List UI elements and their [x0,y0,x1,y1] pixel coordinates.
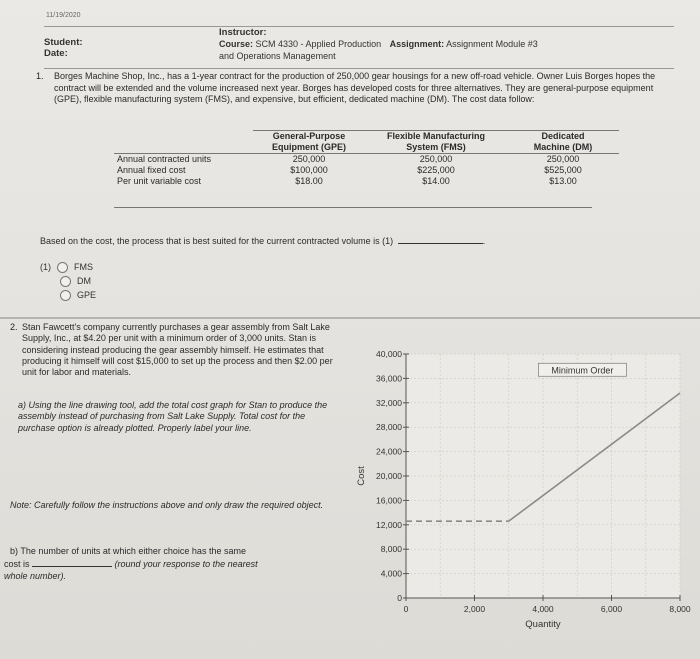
assignment-label: Assignment: [389,39,445,49]
table-row: Per unit variable cost $18.00 $14.00 $13.00 [117,176,577,186]
q2-number: 2. [10,322,18,332]
course-value-2: and Operations Management [219,51,336,61]
col-gpe-header: General-Purpose Equipment (GPE) [253,131,365,154]
student-label: Student: [44,37,83,48]
option-gpe[interactable]: GPE [40,288,96,302]
y-tick-label: 24,000 [376,446,402,457]
q1-text: Borges Machine Shop, Inc., has a 1-year contract for the production of 250,000 gear housings for a new off-road vehicle. Owner Luis Borges hopes the contract will be extended and the volume increased next year. Borges has developed costs for three alternatives. They are general-purpose equipment (GPE), flexible manufacturing system (FMS), and expensive, but efficient, dedicated machine (DM). The cost data follow: [54,71,656,104]
answer-label: (1) [40,262,51,272]
course-line [219,39,538,49]
section-divider [0,317,700,319]
course-value: SCM 4330 - Applied Production [255,39,382,49]
table-row: Annual contracted units 250,000 250,000 250,000 [114,154,619,166]
q2-part-b-line2: cost is (round your response to the nearest [4,559,258,569]
y-tick-label: 20,000 [376,471,402,481]
q2-note: Note: Carefully follow the instructions above and only draw the required object. [10,500,324,510]
x-tick-label: 8,000 [669,604,691,614]
q2-intro: Stan Fawcett's company currently purchases a gear assembly from Salt Lake Supply, Inc., at $4.20 per unit with a minimum order of 3,000 units. Stan is considering instead producing the gear assembly himself. He estimates that producing it himself will cost $15,000 to set up the process and then $2.00 per unit for labor and materials. [22,322,333,378]
q2-part-b: b) The number of units at which either choice has the same [10,546,246,556]
x-axis-title: Quantity [525,619,561,630]
breakeven-blank[interactable] [32,566,112,567]
y-tick-label: 4,000 [380,568,402,579]
assignment-value: Assignment Module #3 [446,39,538,49]
q1-options [40,260,96,302]
y-tick-label: 28,000 [376,422,402,433]
date-stamp: 11/19/2020 [46,12,81,19]
q2-part-b-line3: whole number). [4,571,67,581]
x-tick-label: 6,000 [600,604,623,614]
cost-chart[interactable] [340,330,695,640]
instructor-label: Instructor: [219,27,267,38]
q1-question: Based on the cost, the process that is best suited for the current contracted volume is (1) . [40,236,486,246]
x-tick-label: 0 [403,604,409,614]
y-axis-title: Cost [356,466,367,486]
y-tick-label: 16,000 [376,495,402,506]
radio-fms[interactable] [57,262,68,273]
date-label: Date: [44,48,68,59]
q1-question-text: Based on the cost, the process that is best suited for the current contracted volume is (1) [40,236,394,246]
y-tick-label: 32,000 [376,397,402,408]
x-tick-label: 2,000 [463,604,486,614]
answer-blank[interactable] [398,243,483,244]
q1-number: 1. [36,71,44,81]
q2-part-a: a) Using the line drawing tool, add the total cost graph for Stan to produce the assembly instead of purchasing from Salt Lake Supply. Total cost for the purchase option is already plotted. Properly label your line. [18,400,328,433]
y-tick-label: 12,000 [376,519,402,530]
col-fms-header: Flexible Manufacturing System (FMS) [365,131,507,154]
y-tick-label: 40,000 [376,349,402,359]
course-label: Course: [219,39,254,49]
table-row: Annual fixed cost $100,000 $225,000 $525,000 [117,165,582,175]
cost-table [114,130,619,187]
col-dm-header: Dedicated Machine (DM) [507,131,619,154]
table-bottom-rule [114,207,592,208]
radio-dm[interactable] [60,276,71,287]
y-tick-label: 0 [397,593,402,603]
chart-grid [406,354,680,598]
option-fms[interactable]: (1) FMS [40,262,93,272]
legend-label: Minimum Order [551,365,614,376]
radio-gpe[interactable] [60,290,71,301]
x-tick-label: 4,000 [532,604,554,614]
option-dm[interactable]: DM [40,274,96,288]
y-tick-label: 36,000 [376,373,402,384]
y-tick-label: 8,000 [380,544,402,555]
